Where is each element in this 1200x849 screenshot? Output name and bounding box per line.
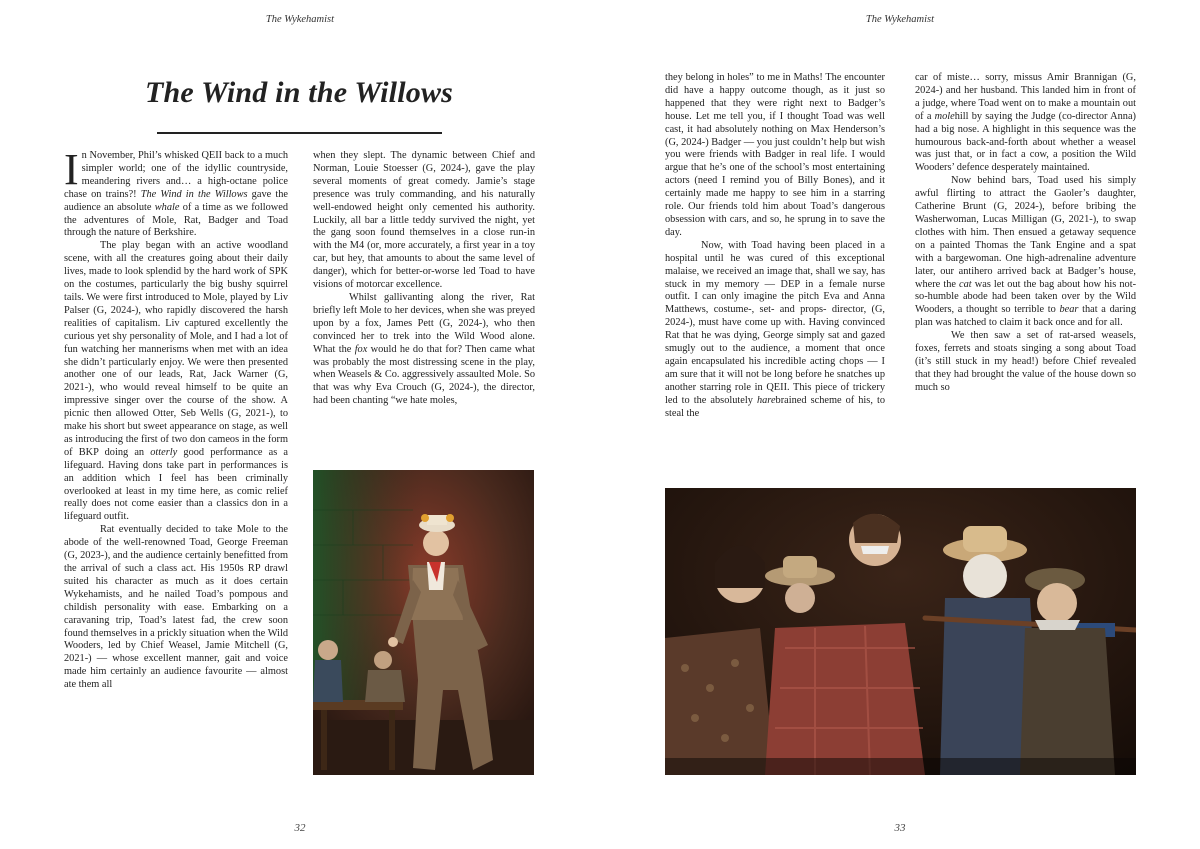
italic-text: fox: [354, 343, 368, 355]
text-run: they belong in holes” to me in Maths! The encounter did have a happy outcome though, as it just so happened that they were right next to Badger’s house. Let me tell you, if I thought Toad was well cast, it had absolutely nothing on Max Henderson’s (G, 2024-) Badger — you just couldn’t help but wish you were friends with Badger in real life. I would argue that he’s one of the school’s most entertaining actors (need I remind you of Billy Bones), and it certainly made me happy to see him in a starring role. Our friends told him about Toad’s dangerous obsession with cars, and so, he sprung in to save the day.: [665, 72, 885, 238]
text-run: brained scheme of his, to steal the: [665, 394, 885, 419]
paragraph: [665, 72, 885, 240]
production-photo-toad: [313, 470, 534, 775]
italic-text: cat: [959, 278, 972, 290]
text-run: of a time as we followed the adventures of Mole, Rat, Badger and Toad through the nature of Berkshire.: [64, 201, 289, 239]
article-column-1: [64, 145, 289, 692]
paragraph: [313, 150, 535, 292]
production-photo-wild-wooders: [665, 488, 1136, 775]
italic-text: hare: [756, 394, 776, 406]
text-run: Whilst gallivanting along the river, Rat briefly left Mole to her devices, when she was preyed upon by a fox, James Pett (G, 2024-), who then convinced her to trek into the Wild Wood alone. What the: [313, 291, 535, 355]
article-column-3: [665, 72, 885, 420]
article-column-4: [915, 72, 1136, 395]
text-run: Now, with Toad having been placed in a hospital until he was cured of this exceptional malaise, we received an image that, shall we say, has stuck in my memory — DEP in a female nurse outfit. I can only imagine the pitch Eva and Anna Matthews, costume-, set- and props- director, (G, 2024-), must have come up with. Having convinced Rat that he was dying, George simply sat and gazed smugly out to the audience, a moment that once again encapsulated his incredible acting chops — I am sure that it will not be long before he snatches up another starring role in QEII. This piece of trickery led to the absolutely: [665, 239, 885, 406]
italic-text: bear: [1059, 304, 1079, 316]
text-run: hill by saying the Judge (co-director Anna) had a big nose. A highlight in this sequence was the humourous back-and-forth about whether a weasel was just that, or in fact a cow, a position the Wild Wooders’ defence desperately maintained.: [915, 110, 1136, 174]
page-number-right: 33: [894, 822, 906, 834]
paragraph: [313, 292, 535, 408]
text-run: that a daring plan was hatched to claim it back once and for all.: [915, 304, 1136, 329]
title-underline: [157, 132, 442, 134]
drop-cap: I: [64, 145, 79, 194]
paragraph: [665, 240, 885, 421]
page-number-left: 32: [294, 822, 306, 834]
running-head-right: The Wykehamist: [865, 14, 935, 25]
text-run: would he do that for? Then came what was probably the most distressing scene in the play, when Weasels & Co. aggressively assaulted Mole. So that was why Eva Crouch (G, 2024-), the director, had been chanting “we hate moles,: [313, 343, 535, 407]
paragraph: [64, 145, 289, 240]
text-run: when they slept. The dynamic between Chief and Norman, Louie Stoesser (G, 2024-), gave the play several moments of great comedy. Jamie’s stage presence was truly commanding, and his naturally well-endowed height only cemented his authority. Luckily, all bar a little teddy survived the night, yet the gang soon found themselves in a close run-in with the M4 (or, more accurately, a first year in a toy car, but hey, that amounts to about the same level of danger), which for better-or-worse led Toad to have visions of motorcar excellence.: [313, 150, 535, 291]
italic-text: The Wind in the Willows: [140, 188, 248, 200]
paragraph: [915, 175, 1136, 330]
article-title: The Wind in the Willows: [145, 76, 454, 109]
text-run: Now behind bars, Toad used his simply awful flirting to attract the Gaoler’s daughter, Catherine Brunt (G, 2024-), before bribing the Washerwoman, Lucas Milligan (G, 2021-), to swap clothes with him. Then ensued a getaway sequence on a painted Thomas the Tank Engine and a spat with a bargewoman. One high-adrenaline adventure later, our antihero arrived back at Badger’s house, where the: [915, 175, 1136, 290]
paragraph: [915, 72, 1136, 175]
right-page: [600, 0, 1200, 849]
text-run: Rat eventually decided to take Mole to the abode of the well-renowned Toad, George Freeman (G, 2023-), and the audience certainly benefitted from the arrival of such a class act. His 1950s RP drawl suited his character as much as it does certain Wykehamists, and he nailed Toad’s pompous and childish personality with ease. Embarking on a caravaning trip, Toad’s latest fad, the crew soon found themselves in a prickly situation when the Wild Wooders, led by Chief Weasel, Jamie Mitchell (G, 2021-) — whose excellent manner, gait and voice made him certainly an audience favourite — almost ate them all: [64, 524, 288, 691]
text-run: n November, Phil’s whisked QEII back to a much simpler world; one of the idyllic countryside, meandering rivers and… a high-octane police chase on trains?!: [64, 150, 288, 200]
text-run: gave the audience an absolute: [64, 188, 288, 213]
italic-text: mole: [934, 110, 955, 122]
running-head-left: The Wykehamist: [265, 14, 335, 25]
paragraph: [64, 524, 288, 692]
italic-text: whale: [154, 201, 180, 213]
article-column-2: [313, 150, 535, 408]
paragraph: [64, 240, 288, 524]
text-run: was let out the bag about how his not-so-humble abode had been taken over by the Wild Wooders, a thought so terrible to: [915, 278, 1137, 316]
text-run: good performance as a lifeguard. Having dons take part in performances is an addition which I feel has been criminally overlooked at least in my time here, as comic relief really does not come easier than a classics don in a lifeguard outfit.: [64, 446, 288, 523]
paragraph: [915, 330, 1136, 395]
italic-text: otterly: [150, 446, 178, 458]
text-run: The play began with an active woodland scene, with all the creatures going about their daily lives, made to look splendid by the hard work of SPK on the costumes, particularly the big bushy squirrel tails. We were first introduced to Mole, played by Liv Palser (G, 2024-), who rapidly discovered the harsh realities of capitalism. Liv captured excellently the curious yet shy personality of Mole, and I had a lot of fun watching her mannerisms when met with an idea she didn’t particularly enjoy. We were then presented another one of our leads, Rat, Jack Warner (G, 2021-), who would reveal himself to be quite an impressive singer over the course of the show. A picnic then allowed Otter, Seb Wells (G, 2021-), to make his short but sweet appearance on stage, as well as introducing the first of two don cameos in the form of BKP doing an: [64, 240, 288, 458]
text-run: We then saw a set of rat-arsed weasels, foxes, ferrets and stoats singing a song about Toad (it’s still stuck in my head!) before Chief revealed that they had brought the value of the house down so much so: [915, 330, 1136, 393]
text-run: car of miste… sorry, missus Amir Brannigan (G, 2024-) and her husband. This landed him in front of a judge, where Toad went on to make a mountain out of a: [915, 72, 1136, 122]
